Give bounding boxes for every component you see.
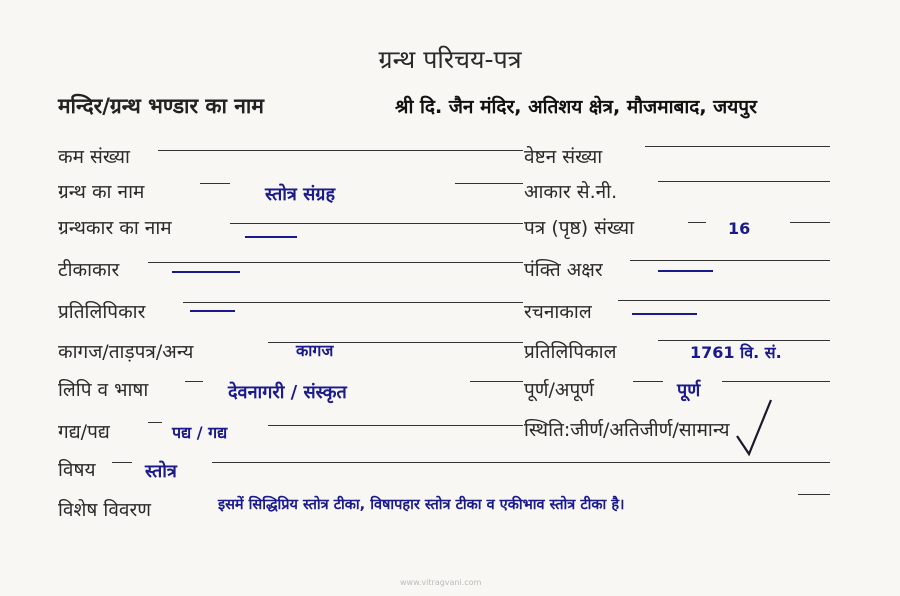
author-label: ग्रन्थकार का नाम bbox=[58, 217, 172, 239]
page-count-value: 16 bbox=[728, 219, 751, 238]
prose-verse-value: पद्य / गद्य bbox=[172, 423, 228, 442]
composition-date-line bbox=[618, 300, 830, 301]
prose-verse-line-right bbox=[268, 425, 523, 426]
special-details-value: इसमें सिद्धिप्रिय स्तोत्र टीका, विषापहार स्तोत्र टीका व एकीभाव स्तोत्र टीका है। bbox=[218, 497, 625, 513]
copy-date-value: 1761 वि. सं. bbox=[690, 343, 782, 362]
material-value: कागज bbox=[296, 341, 334, 360]
composition-date-blank-mark bbox=[632, 313, 697, 315]
page-count-line bbox=[688, 222, 706, 223]
special-details-line bbox=[798, 494, 830, 495]
material-label: कागज/ताड़पत्र/अन्य bbox=[58, 341, 194, 363]
copy-date-label: प्रतिलिपिकाल bbox=[524, 341, 617, 363]
wrapper-number-label: वेष्टन संख्या bbox=[524, 146, 603, 168]
prose-verse-line bbox=[148, 422, 162, 423]
copyist-blank-mark bbox=[190, 310, 235, 312]
copyist-line bbox=[183, 302, 523, 303]
size-label: आकार से.नी. bbox=[524, 181, 618, 203]
serial-number-label: कम संख्या bbox=[58, 146, 130, 168]
complete-line bbox=[633, 381, 663, 382]
card-title: ग्रन्थ परिचय-पत्र bbox=[378, 45, 522, 74]
commentator-label: टीकाकार bbox=[58, 259, 120, 281]
serial-number-line bbox=[158, 150, 523, 151]
script-language-line bbox=[185, 381, 203, 382]
checkmark-icon bbox=[735, 398, 775, 458]
script-language-value: देवनागरी / संस्कृत bbox=[228, 382, 347, 403]
commentator-blank-mark bbox=[172, 271, 240, 273]
prose-verse-label: गद्य/पद्य bbox=[58, 421, 110, 443]
subject-line bbox=[112, 462, 132, 463]
watermark: www.vitragvani.com bbox=[400, 578, 482, 587]
granth-name-line bbox=[200, 183, 230, 184]
condition-label: स्थिति:जीर्ण/अतिजीर्ण/सामान्य bbox=[524, 419, 730, 441]
author-blank-mark bbox=[245, 236, 297, 238]
subject-line-right bbox=[212, 462, 830, 463]
complete-line-right bbox=[722, 381, 830, 382]
special-details-label: विशेष विवरण bbox=[58, 499, 151, 521]
author-line bbox=[230, 223, 523, 224]
subject-label: विषय bbox=[58, 459, 96, 481]
commentator-line bbox=[148, 262, 523, 263]
library-name-value: श्री दि. जैन मंदिर, अतिशय क्षेत्र, मौजमाबाद, जयपुर bbox=[395, 96, 757, 118]
composition-date-label: रचनाकाल bbox=[524, 301, 592, 323]
line-letters-line bbox=[630, 260, 830, 261]
size-line bbox=[658, 181, 830, 182]
page-count-line-right bbox=[790, 222, 830, 223]
page-count-label: पत्र (पृष्ठ) संख्या bbox=[524, 217, 635, 239]
wrapper-number-line bbox=[645, 146, 830, 147]
granth-name-label: ग्रन्थ का नाम bbox=[58, 181, 145, 203]
granth-name-value: स्तोत्र संग्रह bbox=[265, 184, 336, 205]
complete-value: पूर्ण bbox=[677, 380, 701, 401]
copyist-label: प्रतिलिपिकार bbox=[58, 301, 146, 323]
library-name-label: मन्दिर/ग्रन्थ भण्डार का नाम bbox=[58, 94, 264, 118]
subject-value: स्तोत्र bbox=[145, 461, 177, 482]
complete-label: पूर्ण/अपूर्ण bbox=[524, 379, 594, 401]
granth-name-line-right bbox=[455, 183, 523, 184]
line-letters-label: पंक्ति अक्षर bbox=[524, 259, 603, 281]
script-language-label: लिपि व भाषा bbox=[58, 379, 149, 401]
script-language-line-right bbox=[470, 381, 523, 382]
line-letters-blank-mark bbox=[658, 270, 713, 272]
